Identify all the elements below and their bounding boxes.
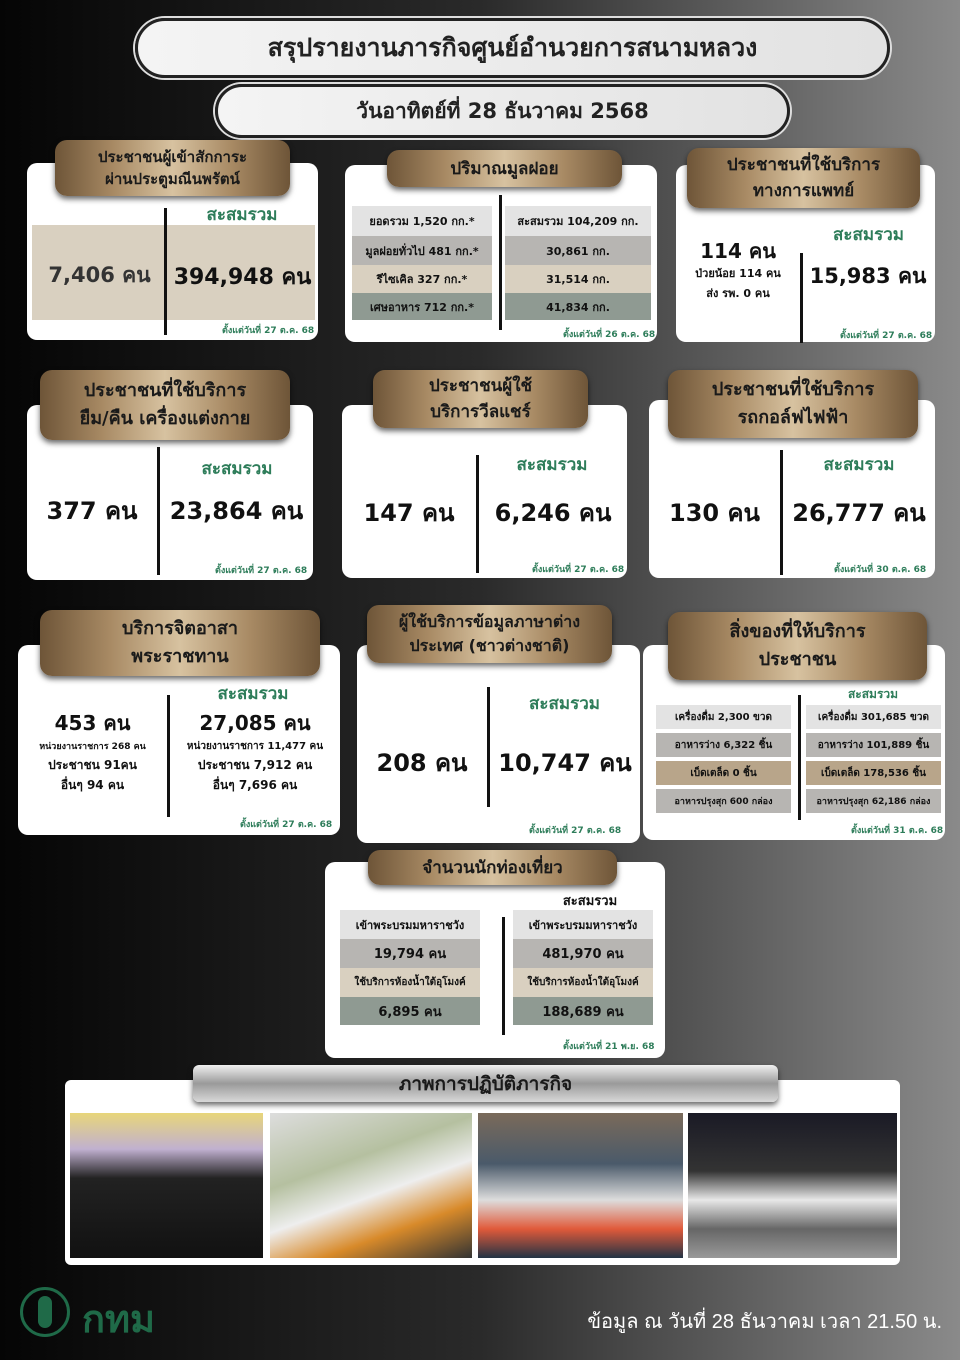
waste-today-general: มูลฝอยทั่วไป 481 กก.* <box>352 236 492 265</box>
since-note: ตั้งแต่วันที่ 27 ต.ค. 68 <box>215 566 308 576</box>
wheelchair-header <box>373 370 588 428</box>
since-note: ตั้งแต่วันที่ 27 ต.ค. 68 <box>222 326 315 336</box>
drinks-today: เครื่องดื่ม 2,300 ขวด <box>656 705 791 729</box>
others: อื่นๆ 94 คน <box>60 778 125 792</box>
photo-mourners <box>70 1113 263 1258</box>
header-line: ผู้ใช้บริการข้อมูลภาษาต่าง <box>398 612 581 631</box>
restroom-total: 188,689 คน <box>513 997 653 1025</box>
foreign-card <box>357 645 640 843</box>
total-value: 27,085 คน <box>199 711 311 735</box>
since-note: ตั้งแต่วันที่ 26 ต.ค. 68 <box>563 330 656 340</box>
accum-label: สะสมรวม <box>847 687 899 701</box>
restroom-today: 6,895 คน <box>340 997 480 1025</box>
others: อื่นๆ 7,696 คน <box>212 778 298 792</box>
since-note: ตั้งแต่วันที่ 27 ต.ค. 68 <box>240 820 333 830</box>
header-line: บริการวีลแชร์ <box>430 402 531 422</box>
total-value: 394,948 คน <box>173 265 312 290</box>
header-line: ยืม/คืน เครื่องแต่งกาย <box>79 408 251 429</box>
header-line: สิ่งของที่ให้บริการ <box>729 621 866 642</box>
since-note: ตั้งแต่วันที่ 31 ต.ค. 68 <box>851 826 944 836</box>
photo-golf-cart <box>688 1113 897 1258</box>
accum-label: สะสมรวม <box>516 455 588 475</box>
gov-agencies: หน่วยงานราชการ 11,477 คน <box>186 741 324 752</box>
hospital-referral: ส่ง รพ. 0 คน <box>706 287 770 300</box>
accum-label: สะสมรวม <box>833 225 904 245</box>
gov-agencies: หน่วยงานราชการ 268 คน <box>39 742 146 752</box>
total-value: 23,864 คน <box>169 497 304 525</box>
palace-visitors-label: เข้าพระบรมมหาราชวัง <box>513 910 653 939</box>
citizens: ประชาชน 91คน <box>48 758 137 772</box>
today-value: 130 คน <box>669 499 760 527</box>
drinks-total: เครื่องดื่ม 301,685 ขวด <box>806 705 941 729</box>
restroom-label: ใช้บริการห้องน้ำใต้อุโมงค์ <box>340 968 480 997</box>
report-title: สรุปรายงานภารกิจศูนย์อำนวยการสนามหลวง <box>135 18 890 78</box>
today-value: 147 คน <box>363 499 455 527</box>
waste-total: สะสมรวม 104,209 กก. <box>505 206 651 236</box>
palace-visitors-total: 481,970 คน <box>513 939 653 968</box>
misc-total: เบ็ดเตล็ด 178,536 ชิ้น <box>806 761 941 785</box>
palace-gate-header <box>55 140 290 196</box>
total-value: 26,777 คน <box>792 499 926 527</box>
header-line: ประชาชน <box>758 649 837 670</box>
header-line: ประชาชนที่ใช้บริการ <box>726 155 881 175</box>
tourists-card <box>325 862 665 1058</box>
bma-seal-icon <box>20 1287 70 1337</box>
palace-visitors-today: 19,794 คน <box>340 939 480 968</box>
bma-logo-text: กทม <box>82 1297 156 1341</box>
header-line: บริการจิตอาสา <box>121 618 238 639</box>
restroom-label: ใช้บริการห้องน้ำใต้อุโมงค์ <box>513 968 653 997</box>
total-value: 10,747 คน <box>498 749 632 777</box>
misc-today: เบ็ดเตล็ด 0 ชิ้น <box>656 761 791 785</box>
wheelchair-card <box>342 405 627 578</box>
header-line: พระราชทาน <box>131 646 229 667</box>
photo-volunteers <box>270 1113 472 1258</box>
total-value: 15,983 คน <box>809 264 927 288</box>
accum-label: สะสมรวม <box>201 459 273 479</box>
header-line: รถกอล์ฟไฟฟ้า <box>737 407 849 428</box>
waste-today-food: เศษอาหาร 712 กก.* <box>352 293 492 320</box>
today-value: 377 คน <box>46 497 138 525</box>
total-value: 6,246 คน <box>494 499 612 527</box>
snacks-today: อาหารว่าง 6,322 ชิ้น <box>656 733 791 757</box>
since-note: ตั้งแต่วันที่ 27 ต.ค. 68 <box>840 331 933 341</box>
accum-label: สะสมรวม <box>562 894 618 909</box>
header-line: ผ่านประตูมณีนพรัตน์ <box>105 170 240 188</box>
accum-label: สะสมรวม <box>217 684 289 704</box>
waste-total-food: 41,834 กก. <box>505 293 651 320</box>
header-line: ประชาชนที่ใช้บริการ <box>711 379 875 400</box>
waste-total-general: 30,861 กก. <box>505 236 651 265</box>
citizens: ประชาชน 7,912 คน <box>197 758 313 772</box>
header-line: ทางการแพทย์ <box>752 181 855 201</box>
accum-label: สะสมรวม <box>206 205 278 225</box>
waste-header: ปริมาณมูลฝอย <box>387 150 622 187</box>
meals-today: อาหารปรุงสุก 600 กล่อง <box>656 789 791 813</box>
header-line: ประชาชนที่ใช้บริการ <box>83 380 247 401</box>
waste-today-total: ยอดรวม 1,520 กก.* <box>352 206 492 236</box>
golfcart-header <box>668 370 918 438</box>
waste-today-recycle: รีไซเคิล 327 กก.* <box>352 265 492 293</box>
header-line: ประชาชนผู้ใช้ <box>428 376 533 396</box>
photo-boat-rescue <box>478 1113 683 1258</box>
volunteer-header <box>40 610 320 676</box>
meals-total: อาหารปรุงสุก 62,186 กล่อง <box>806 789 941 813</box>
today-value: 208 คน <box>376 749 468 777</box>
today-value: 453 คน <box>54 711 131 735</box>
accum-label: สะสมรวม <box>823 455 895 475</box>
data-timestamp: ข้อมูล ณ วันที่ 28 ธันวาคม เวลา 21.50 น. <box>587 1311 942 1333</box>
header-line: ประชาชนผู้เข้าสักการะ <box>97 148 248 166</box>
clothing-header <box>40 370 290 440</box>
report-date: วันอาทิตย์ที่ 28 ธันวาคม 2568 <box>215 84 790 138</box>
medical-header <box>687 148 920 208</box>
foreign-header <box>367 605 612 663</box>
minor-illness: ป่วยน้อย 114 คน <box>695 267 781 280</box>
today-value: 114 คน <box>700 239 776 263</box>
since-note: ตั้งแต่วันที่ 21 พ.ย. 68 <box>563 1042 655 1052</box>
photos-header: ภาพการปฏิบัติภารกิจ <box>193 1065 778 1102</box>
palace-visitors-label: เข้าพระบรมมหาราชวัง <box>340 910 480 939</box>
accum-label: สะสมรวม <box>529 694 600 714</box>
since-note: ตั้งแต่วันที่ 27 ต.ค. 68 <box>529 826 622 836</box>
supplies-header <box>668 612 927 680</box>
since-note: ตั้งแต่วันที่ 27 ต.ค. 68 <box>532 565 625 575</box>
header-line: ประเทศ (ชาวต่างชาติ) <box>409 636 570 655</box>
since-note: ตั้งแต่วันที่ 30 ต.ค. 68 <box>834 565 927 575</box>
waste-total-recycle: 31,514 กก. <box>505 265 651 293</box>
today-value: 7,406 คน <box>48 263 151 287</box>
waste-card <box>345 165 657 342</box>
snacks-total: อาหารว่าง 101,889 ชิ้น <box>806 733 941 757</box>
tourists-header: จำนวนนักท่องเที่ยว <box>368 850 617 885</box>
